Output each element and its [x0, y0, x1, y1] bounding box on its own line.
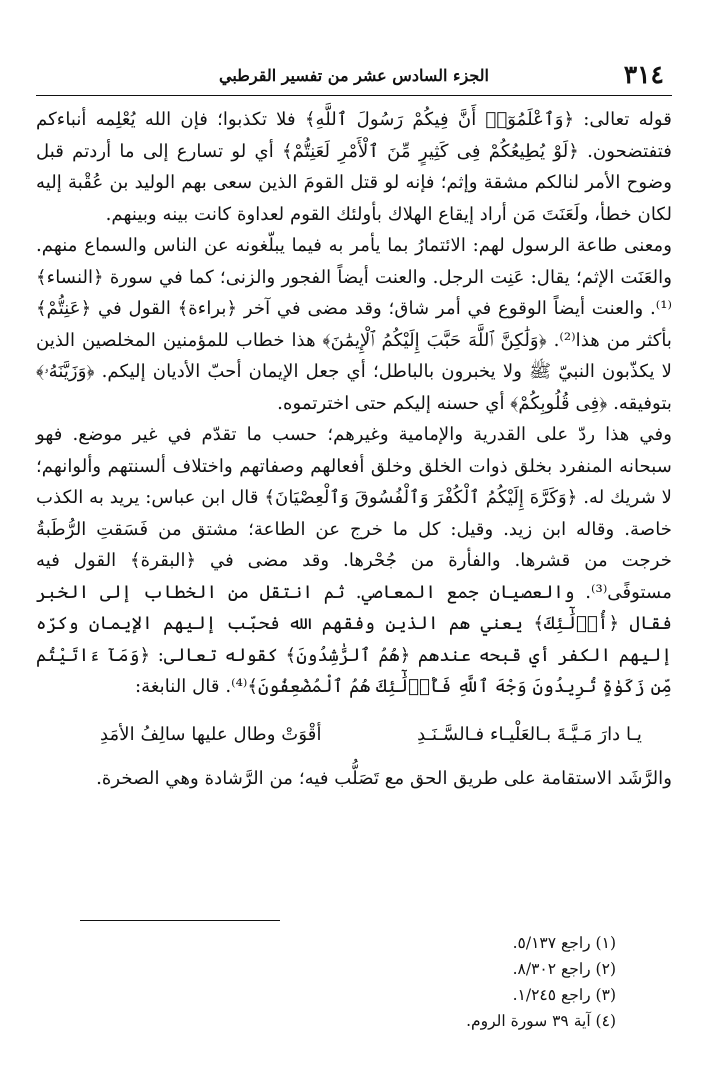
footnote-4: (٤) آية ٣٩ سورة الروم.	[466, 1012, 616, 1030]
footnote-3: (٣) راجع ١/٢٤٥.	[512, 986, 616, 1004]
paragraph-2: ومعنى طاعة الرسول لهم: الائتمارُ بما يأمر به فيما يبلّغونه عن الناس والسماع منهم. والعَنَت الإثم؛ يقال: عَنِت الرجل. والعنت أيضاً الفجور والزنى؛ كما في سورة ﴿النساء﴾⁽¹⁾. والعنت أيضاً الوقوع في أمر شاق؛ وقد مضى في آخر ﴿براءة﴾ القول في ﴿عَنِتُّمْ﴾ بأكثر من هذا⁽²⁾. ﴿وَلَٰكِنَّ ٱللَّهَ حَبَّبَ إِلَيْكُمُ ٱلْإِيمَٰنَ﴾ هذا خطاب للمؤمنين المخلصين الذين لا يكذّبون النبيّ ﷺ ولا يخبرون بالباطل؛ أي جعل الإيمان أحبّ الأديان إليكم. ﴿وَزَيَّنَهُۥ﴾ بتوفيقه. ﴿فِى قُلُوبِكُمْ﴾ أي حسنه إليكم حتى اخترتموه.	[36, 235, 672, 414]
verse-second-hemistich: أقْوَتْ وطال عليها سالِفُ الأمَدِ	[100, 723, 322, 745]
header-divider	[36, 95, 672, 96]
closing-paragraph: والرَّشَد الاستقامة على طريق الحق مع تَصَلُّب فيه؛ من الرَّشادة وهي الصخرة.	[96, 767, 672, 789]
paragraph-3: وفي هذا ردّ على القدرية والإمامية وغيرهم؛ حسب ما تقدّم في غير موضع. فهو سبحانه المنفرد بخلق ذوات الخلق وخلق أفعالهم وصفاتهم واختلاف ألسنتهم وألوانهم؛ لا شريك له. ﴿وَكَرَّهَ إِلَيْكُمُ ٱلْكُفْرَ وَٱلْفُسُوقَ وَٱلْعِصْيَانَ﴾ قال ابن عباس: يريد به الكذب خاصة. وقاله ابن زيد. وقيل: كل ما خرج عن الطاعة؛ مشتق من فَسَقتِ الرُّطَبةُ خرجت من قشرها. والفأرة من جُحْرها. وقد مضى في ﴿البقرة﴾ القول فيه مستوفًى⁽³⁾. والعصيان جمع المعاصي. ثم انتقل من الخطاب إلى الخبر فقال ﴿أُو۟لَٰٓئِكَ﴾ يعني هم الذين وفقهم الله فحبّب إليهم الإيمان وكرّه إليهم الكفر أي قبحه عندهم ﴿هُمُ ٱلرَّٰشِدُونَ﴾ كقوله تعالى: ﴿وَمَآ ءَاتَيْتُم مِّن زَكَوٰةٍ تُرِيدُونَ وَجْهَ ٱللَّهِ فَأُو۟لَٰٓئِكَ هُمُ ٱلْمُضْعِفُونَ﴾⁽⁴⁾. قال النابغة:	[36, 424, 672, 697]
footnotes	[60, 930, 616, 1034]
page-number: ٣١٤	[623, 60, 664, 89]
footnote-1: (١) راجع ٥/١٣٧.	[512, 934, 616, 952]
poetry-verse	[36, 715, 672, 755]
main-text	[36, 104, 672, 794]
footnote-2: (٢) راجع ٨/٣٠٢.	[512, 960, 616, 978]
page-header	[36, 60, 672, 94]
verse-first-hemistich: يـا دارَ مَـيَّـةَ بـالعَلْيـاء فـالسَّـنَـدِ	[417, 723, 642, 745]
running-title: الجزء السادس عشر من تفسير القرطبي	[219, 66, 489, 85]
paragraph-1: قوله تعالى: ﴿وَٱعْلَمُوٓا۟ أَنَّ فِيكُمْ رَسُولَ ٱللَّهِ﴾ فلا تكذبوا؛ فإن الله يُعْلِمه أنباءكم فتفتضحون. ﴿لَوْ يُطِيعُكُمْ فِى كَثِيرٍ مِّنَ ٱلْأَمْرِ لَعَنِتُّمْ﴾ أي لو تسارع إلى ما أردتم قبل وضوح الأمر لنالكم مشقة وإثم؛ فإنه لو قتل القومَ الذين سعى بهم الوليد بن عُقْبة إليه لكان خطأ، ولَعَنَتَ مَن أراد إيقاع الهلاك بأولئك القوم لعداوة كانت بينه وبينهم.	[36, 109, 672, 225]
footnote-divider	[80, 920, 280, 921]
